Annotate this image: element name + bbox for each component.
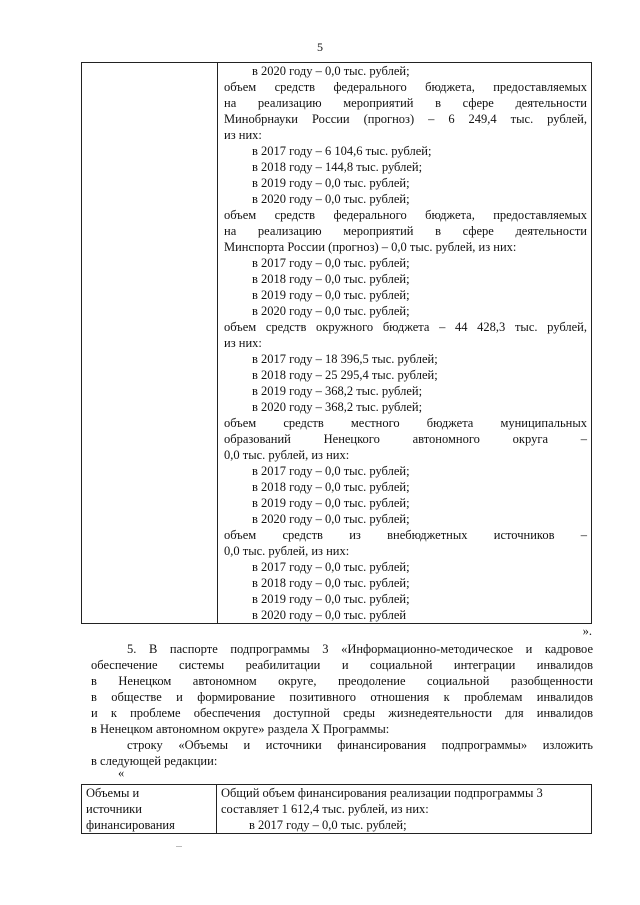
financing-table-new xyxy=(81,784,592,834)
financing-line: 0,0 тыс. рублей, из них: xyxy=(224,544,350,558)
value-line: составляет 1 612,4 тыс. рублей, из них: xyxy=(221,802,429,816)
paragraph-line: в обществе и формирование позитивного отношения к проблемам инвалидов xyxy=(91,690,593,704)
table-right-cell xyxy=(218,63,592,624)
table-label-cell xyxy=(82,785,217,834)
financing-line: в 2018 году – 25 295,4 тыс. рублей; xyxy=(252,368,438,382)
financing-line: Минобрнауки России (прогноз) – 6 249,4 тыс. рублей, xyxy=(224,112,587,126)
financing-line: в 2017 году – 18 396,5 тыс. рублей; xyxy=(252,352,438,366)
value-line: Общий объем финансирования реализации подпрограммы 3 xyxy=(221,786,543,800)
financing-line: в 2020 году – 0,0 тыс. рублей; xyxy=(252,192,410,206)
paragraph-line: обеспечение системы реабилитации и социальной интеграции инвалидов xyxy=(91,658,593,672)
financing-line: в 2019 году – 0,0 тыс. рублей; xyxy=(252,496,410,510)
label-line: Объемы и xyxy=(86,786,140,800)
paragraph-5 xyxy=(91,641,593,769)
closing-quote: ». xyxy=(582,624,592,638)
financing-line: в 2017 году – 0,0 тыс. рублей; xyxy=(252,560,410,574)
scan-mark xyxy=(176,846,182,847)
financing-line: в 2018 году – 0,0 тыс. рублей; xyxy=(252,480,410,494)
financing-line: в 2019 году – 0,0 тыс. рублей; xyxy=(252,288,410,302)
opening-quote: « xyxy=(118,766,125,780)
paragraph-line: в следующей редакции: xyxy=(91,754,218,768)
financing-line: в 2018 году – 0,0 тыс. рублей; xyxy=(252,272,410,286)
financing-line: объем средств окружного бюджета – 44 428,3 тыс. рублей, xyxy=(224,320,587,334)
financing-line: в 2017 году – 0,0 тыс. рублей; xyxy=(252,464,410,478)
financing-line: в 2019 году – 0,0 тыс. рублей; xyxy=(252,592,410,606)
financing-line: объем средств федерального бюджета, предоставляемых xyxy=(224,208,587,222)
financing-line: в 2018 году – 0,0 тыс. рублей; xyxy=(252,576,410,590)
table-value-cell xyxy=(217,785,592,834)
label-line: финансирования xyxy=(86,818,175,832)
table-label-lines xyxy=(86,785,212,833)
financing-line: объем средств федерального бюджета, предоставляемых xyxy=(224,80,587,94)
financing-line: объем средств из внебюджетных источников – xyxy=(224,528,587,542)
financing-line: в 2020 году – 0,0 тыс. рублей; xyxy=(252,512,410,526)
value-line: в 2017 году – 0,0 тыс. рублей; xyxy=(249,818,407,832)
paragraph-line: 5. В паспорте подпрограммы 3 «Информационно-методическое и кадровое xyxy=(127,642,593,656)
financing-line: в 2020 году – 0,0 тыс. рублей; xyxy=(252,64,410,78)
table-left-cell xyxy=(82,63,218,624)
table-value-lines xyxy=(221,785,587,833)
financing-line: из них: xyxy=(224,336,262,350)
financing-line: в 2018 году – 144,8 тыс. рублей; xyxy=(252,160,423,174)
financing-line: в 2020 году – 0,0 тыс. рублей xyxy=(252,608,407,622)
financing-line: образований Ненецкого автономного округа – xyxy=(224,432,587,446)
financing-line: Минспорта России (прогноз) – 0,0 тыс. рублей, из них: xyxy=(224,240,517,254)
financing-line: в 2019 году – 368,2 тыс. рублей; xyxy=(252,384,423,398)
financing-line: на реализацию мероприятий в сфере деятельности xyxy=(224,224,587,238)
financing-line: в 2017 году – 6 104,6 тыс. рублей; xyxy=(252,144,432,158)
financing-line: в 2017 году – 0,0 тыс. рублей; xyxy=(252,256,410,270)
paragraph-line: и к проблеме обеспечения доступной среды жизнедеятельности для инвалидов xyxy=(91,706,593,720)
financing-line: 0,0 тыс. рублей, из них: xyxy=(224,448,350,462)
financing-lines xyxy=(224,63,587,623)
financing-line: из них: xyxy=(224,128,262,142)
page-number: 5 xyxy=(317,40,323,54)
financing-line: в 2020 году – 0,0 тыс. рублей; xyxy=(252,304,410,318)
financing-line: в 2020 году – 368,2 тыс. рублей; xyxy=(252,400,423,414)
label-line: источники xyxy=(86,802,142,816)
financing-line: на реализацию мероприятий в сфере деятельности xyxy=(224,96,587,110)
paragraph-line: в Ненецком автономном округе, преодоление социальной разобщенности xyxy=(91,674,593,688)
financing-line: объем средств местного бюджета муниципальных xyxy=(224,416,587,430)
financing-line: в 2019 году – 0,0 тыс. рублей; xyxy=(252,176,410,190)
paragraph-line: строку «Объемы и источники финансирования подпрограммы» изложить xyxy=(127,738,593,752)
paragraph-line: в Ненецком автономном округе» раздела X Программы: xyxy=(91,722,390,736)
financing-table-continued xyxy=(81,62,592,624)
